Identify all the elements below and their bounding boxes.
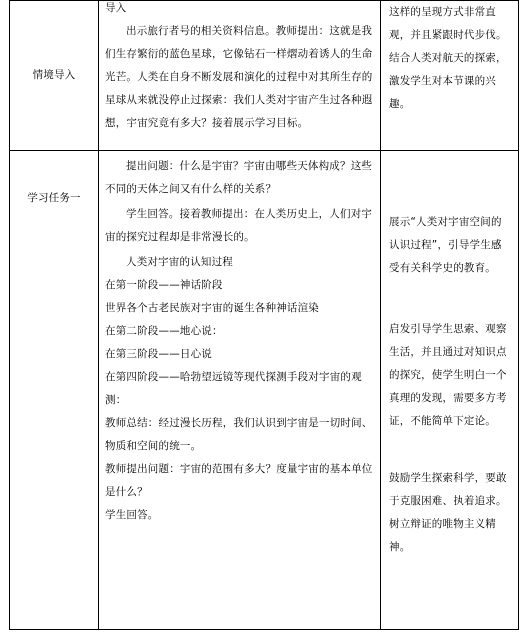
content-cell [99,151,381,630]
design-intent-cell [381,151,519,630]
content-line: 教师提出问题：宇宙的范围有多大？度量宇宙的基本单位是什么？ [105,463,373,498]
content-line: 学生回答。 [105,509,159,521]
content-line: 在第二阶段——地心说： [105,325,223,337]
stage-cell: 学习任务一 [10,151,99,630]
content-cell [99,1,381,151]
content-line: 在第三阶段——日心说 [105,348,212,360]
stage-cell: 情境导入 [10,1,99,151]
design-paragraph: 启发引导学生思索、观察生活，并且通过对知识点的探究，使学生明白一个真理的发现，需要多方考证，不能简单下定论。 [389,323,507,427]
content-subheading: 人类对宇宙的认知过程 [126,256,233,268]
design-paragraph: 展示“人类对宇宙空间的认识过程”，引导学生感受有关科学史的教育。 [389,216,502,274]
content-paragraph: 学生回答。接着教师提出：在人类历史上，人们对宇宙的探究过程却是非常漫长的。 [105,208,373,243]
table-row [10,1,519,151]
design-paragraph: 这样的呈现方式非常直观，并且紧跟时代步伐。结合人类对航天的探索，激发学生对本节课的兴趣。 [389,6,507,110]
content-paragraph: 提出问题：什么是宇宙？宇宙由哪些天体构成？这些不同的天体之间又有什么样的关系？ [105,160,373,195]
content-paragraph: 出示旅行者号的相关资料信息。教师提出：这就是我们生存繁衍的蓝色星球，它像钻石一样熠动着诱人的生命光芒。人类在自身不断发展和演化的过程中对其所生存的星球从来就没停止过探索：我们人类对宇宙产生过各种遐想，宇宙究竟有多大？接着展示学习目标。 [105,25,373,129]
design-paragraph: 鼓励学生探索科学，要敢于克服困难、执着追求。树立辩证的唯物主义精神。 [389,472,507,553]
design-intent-cell [381,1,519,151]
table-row [10,151,519,630]
content-line: 在第四阶段——哈勃望远镜等现代探测手段对宇宙的观测： [105,371,362,406]
content-heading: 导入 [105,2,127,14]
content-line: 世界各个古老民族对宇宙的诞生各种神话渲染 [105,302,319,314]
content-line: 教师总结：经过漫长历程，我们认识到宇宙是一切时间、物质和空间的统一。 [105,417,373,452]
content-line: 在第一阶段——神话阶段 [105,279,223,291]
lesson-plan-table [9,0,519,630]
